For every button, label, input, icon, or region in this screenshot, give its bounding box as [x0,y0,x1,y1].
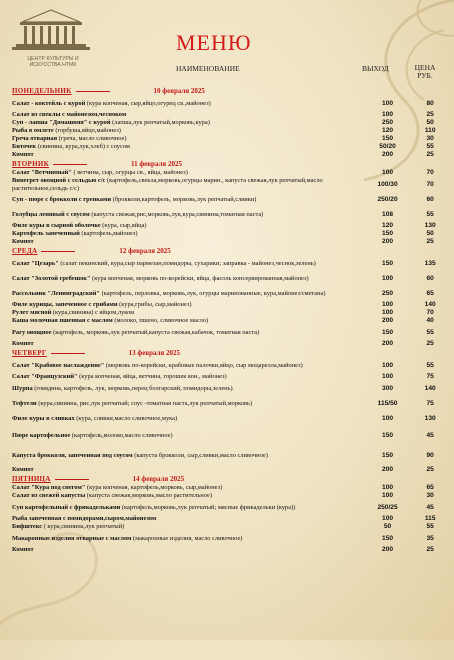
menu-item-row [12,169,448,177]
menu-item-price: 135 [424,259,436,267]
menu-item-row [12,135,448,143]
menu-item-price: 60 [426,195,434,203]
menu-item-name [12,362,363,369]
menu-item-row [12,207,448,222]
menu-item-name [12,169,363,176]
menu-list [12,86,448,554]
menu-item-output: 150 [382,452,394,460]
menu-item-row [12,143,448,151]
menu-item-ingredients: (картофель, перловка, морковь,лук, огурцы маринованные, кура,майонез/сметана) [99,289,326,297]
menu-item-title: Компот [12,238,34,246]
menu-item-ingredients: (кура копченая, сыр,яйцо,огурец св.,майонез) [85,99,211,107]
menu-item-output: 150 [382,135,394,143]
menu-item-name [12,452,363,459]
menu-item-row [12,127,448,135]
menu-item-row [12,381,448,396]
menu-item-title: Тефтели [12,399,37,407]
menu-item-name [12,151,363,158]
menu-item-output: 115/50 [377,399,398,407]
menu-item-title: Салат "Французский" [12,373,78,381]
menu-item-output: 100 [382,99,394,107]
menu-item-row [12,177,448,192]
menu-item-row [12,230,448,238]
menu-item-output: 200 [382,151,394,159]
menu-item-price: 65 [426,484,434,492]
menu-item-price: 60 [426,274,434,282]
menu-item-price: 25 [426,466,434,474]
menu-item-title: Салат из свеклы с майонезом,чесноком [12,111,127,119]
menu-item-title: Картофель запеченный [12,230,80,238]
menu-item-title: Салат "Цезарь" [12,259,59,267]
menu-item-title: Винегрет овощной с сельдью с/с [12,177,106,185]
menu-item-price: 70 [426,180,434,188]
menu-item-title: Компот [12,340,34,348]
menu-item-price: 55 [426,210,434,218]
menu-item-price: 40 [426,317,434,325]
menu-item-output: 150 [382,230,394,238]
menu-item-title: Голубцы ленивый с соусом [12,210,90,218]
menu-item-price: 50 [426,119,434,127]
menu-item-name [12,222,363,229]
menu-item-price: 55 [426,143,434,151]
menu-item-row [12,286,448,301]
menu-item-name [12,504,363,511]
menu-item-row [12,358,448,373]
menu-item-title: Филе курицы, запеченное с грибами [12,301,118,309]
day-divider [76,91,110,92]
menu-item-price: 110 [424,127,436,135]
menu-item-ingredients: (капуста свежая,морковь,масло растительное) [85,492,212,500]
menu-item-row [12,523,448,531]
menu-item-ingredients: (свинина, кура,лук,хлеб) с соусом [36,143,130,151]
menu-item-name [12,275,363,282]
day-divider [53,164,87,165]
menu-item-row [12,340,448,348]
menu-item-ingredients: ( кура,свинина,лук репчатый) [42,523,125,531]
menu-item-name [12,466,363,473]
menu-item-output: 100 [382,373,394,381]
menu-item-title: Греча отварная [12,135,58,143]
menu-item-output: 100/30 [377,180,398,188]
menu-item-ingredients: (лапша,лук репчатый,морковь,кура) [110,119,210,127]
menu-item-output: 100 [382,309,394,317]
menu-item-name [12,385,363,392]
menu-item-title: Рассольник "Ленинградский" [12,289,100,297]
day-date: 10 февраля 2025 [153,87,205,95]
menu-item-ingredients: (кура,свинина) с яйцом,луком [51,309,135,317]
day-name: ВТОРНИК [12,160,49,168]
menu-item-title: Компот [12,546,34,554]
menu-item-row [12,222,448,230]
menu-item-title: Суп - лапша "Домашняя" с курой [12,119,111,127]
menu-item-row [12,271,448,286]
menu-item-title: Биточек [12,143,37,151]
menu-item-row [12,325,448,340]
menu-item-title: Филе куры в сырной оболочке [12,222,101,230]
menu-item-ingredients: (кура копченая, морковь по-корейски, яйца, фасоль консервированная,майонез) [90,274,309,282]
menu-item-name [12,329,363,336]
day-name: ЧЕТВЕРГ [12,349,47,357]
menu-item-name [12,373,363,380]
menu-item-price: 80 [426,99,434,107]
day-date: 12 февраля 2025 [119,247,171,255]
menu-item-name [12,211,363,218]
menu-item-price: 25 [426,111,434,119]
menu-item-ingredients: (кура,свинина, рис,лук репчатый; соус -томатная паста,лук репчатый,морковь) [36,399,253,407]
day-header [12,348,448,358]
menu-item-output: 50 [383,523,392,531]
menu-item-output: 200 [382,466,394,474]
menu-item-row [12,301,448,309]
menu-item-name [12,111,363,118]
menu-item-name [12,523,363,530]
menu-item-output: 200 [382,317,394,325]
menu-item-name [12,432,363,439]
menu-item-output: 250 [382,289,394,297]
menu-item-output: 300 [382,384,394,392]
menu-item-title: Компот [12,466,34,474]
menu-item-row [12,373,448,381]
menu-item-ingredients: (капуста брокколи, сыр,сливки,масло сливочное) [132,452,268,460]
menu-item-row [12,309,448,317]
menu-item-output: 150 [382,534,394,542]
menu-item-ingredients: (горбуша,яйцо,майонез) [53,127,121,135]
menu-item-title: Шурпа [12,384,33,392]
menu-item-price: 130 [424,222,436,230]
column-header-price [410,64,440,80]
menu-item-row [12,531,448,546]
menu-item-row [12,111,448,119]
menu-item-name [12,317,363,324]
menu-item-ingredients: (брокколи,картофель, морковь,лук репчатый,сливки) [111,195,257,203]
menu-item-output: 100 [382,414,394,422]
day-header [12,474,448,484]
menu-item-price: 75 [426,373,434,381]
menu-item-ingredients: (кура копченая, картофель,морковь, сыр,майонез) [85,484,223,492]
menu-item-name [12,100,363,107]
menu-item-price: 90 [426,452,434,460]
menu-item-ingredients: (картофель,морковь,лук репчатый; мясные фрикадельки (кура)) [120,503,296,511]
menu-item-price: 30 [426,135,434,143]
menu-item-title: Суп картофельный с фрикадельками [12,503,121,511]
menu-item-output: 100 [382,492,394,500]
menu-item-price: 35 [426,534,434,542]
menu-item-name [12,309,363,316]
menu-item-price: 115 [424,515,436,523]
menu-item-title: Рагу овощное [12,328,52,336]
menu-item-output: 100 [382,301,394,309]
column-header-output: ВЫХОД [362,64,389,73]
menu-item-price: 130 [424,414,436,422]
menu-item-title: Салат "Ветчинный" [12,169,72,177]
day-date: 11 февраля 2025 [130,160,182,168]
menu-item-name [12,196,363,203]
menu-item-output: 250/25 [377,503,398,511]
menu-item-row [12,396,448,411]
menu-item-row [12,256,448,271]
menu-item-output: 100 [382,515,394,523]
menu-item-price: 55 [426,361,434,369]
menu-item-name [12,260,363,267]
day-divider [51,353,85,354]
menu-item-name [12,177,363,191]
menu-item-row [12,192,448,207]
menu-item-price: 140 [424,384,436,392]
menu-item-name [12,230,363,237]
menu-item-output: 100 [382,274,394,282]
menu-item-price: 55 [426,523,434,531]
menu-item-row [12,411,448,426]
menu-item-name [12,515,363,522]
menu-item-ingredients: (морковь по-корейски, крабовые палочки,яйцо, сыр моцарелла,майонез) [104,361,303,369]
menu-item-title: Рыба в омлете [12,127,54,135]
menu-item-price: 70 [426,169,434,177]
menu-item-output: 120 [382,127,394,135]
menu-item-ingredients: (кура,грибы, сыр,майонез) [117,301,192,309]
menu-item-title: Капуста брокколи, запеченная под соусом [12,452,133,460]
menu-item-name [12,301,363,308]
menu-item-output: 150 [382,259,394,267]
menu-item-output: 200 [382,340,394,348]
menu-item-row [12,426,448,446]
menu-item-title: Салат "Кура под снегом" [12,484,86,492]
menu-item-title: Филе куры в сливках [12,414,75,422]
menu-item-name [12,135,363,142]
menu-item-output: 100 [382,111,394,119]
menu-item-ingredients: (греча, масло сливочное) [57,135,127,143]
logo-caption: ЦЕНТР КУЛЬТУРЫ И ИСКУССТВА НТМК [27,56,79,68]
menu-item-title: Макаронные изделия отварные с маслом [12,534,132,542]
menu-item-output: 250 [382,119,394,127]
menu-item-ingredients: ( ветчина, сыр, огурцы св., яйца, майонез) [71,169,188,177]
menu-item-name [12,492,363,499]
menu-item-row [12,492,448,500]
menu-item-output: 108 [382,210,394,218]
logo-building-icon [10,6,92,52]
menu-item-name [12,400,363,407]
menu-item-name [12,290,363,297]
menu-item-output: 200 [382,546,394,554]
menu-item-name [12,546,363,553]
column-header-name: НАИМЕНОВАНИЕ [176,64,240,73]
day-divider [55,479,89,480]
menu-item-output: 250/20 [377,195,398,203]
day-header [12,86,448,96]
menu-item-ingredients: (говядина, картофель, лук, морковь,перец болгарский, помидоры,зелень) [32,384,233,392]
menu-item-row [12,500,448,515]
menu-item-price: 70 [426,309,434,317]
day-header [12,246,448,256]
menu-item-row [12,238,448,246]
menu-item-ingredients: (макаронные изделия, масло сливочное) [131,534,243,542]
menu-item-row [12,546,448,554]
menu-item-title: Каша молочная пшенная с маслом [12,317,113,325]
menu-item-ingredients: (капуста свежая,рис,морковь,лук,кура,свинина,томатная паста) [89,210,264,218]
menu-item-output: 150 [382,328,394,336]
menu-item-title: Салат из свежей капусты [12,492,86,500]
menu-item-ingredients: (салат пекинский, кура,сыр пармезан,помидоры, сухарики; заправка - майонез,чеснок,зелень) [58,259,316,267]
menu-item-output: 100 [382,484,394,492]
menu-item-name [12,127,363,134]
menu-item-title: Пюре картофельное [12,432,71,440]
day-divider [41,251,75,252]
menu-item-price: 25 [426,340,434,348]
menu-item-output: 50/20 [379,143,396,151]
menu-item-price: 30 [426,492,434,500]
menu-item-name [12,119,363,126]
menu-item-row [12,466,448,474]
menu-item-title: Бифштекс [12,523,43,531]
day-name: ПЯТНИЦА [12,475,51,483]
menu-item-row [12,96,448,111]
menu-item-ingredients: (кура, сливки,масло сливочное,мука) [74,414,178,422]
menu-item-ingredients: (картофель, морковь,лук репчатый,капуста свежая,кабачок, томатная паста) [51,328,260,336]
day-header [12,159,448,169]
menu-item-output: 200 [382,238,394,246]
menu-item-ingredients: (картофель,свекла,морковь,огурцы марин., капуста свежая,лук репчатый,масло растительное,сельдь с/с) [12,177,323,192]
menu-item-price: 45 [426,432,434,440]
menu-item-name [12,238,363,245]
page-title: МЕНЮ [176,30,252,55]
menu-item-price: 75 [426,399,434,407]
menu-item-row [12,484,448,492]
menu-item-price: 25 [426,546,434,554]
menu-item-title: Салат - коктейль с курой [12,99,86,107]
day-name: ПОНЕДЕЛЬНИК [12,87,72,95]
menu-item-ingredients: (молоко, пшено, сливочное масло) [112,317,209,325]
menu-item-title: Рулет мясной [12,309,52,317]
menu-item-title: Салат "Крабовое наслаждение" [12,361,105,369]
day-name: СРЕДА [12,247,38,255]
day-date: 14 февраля 2025 [132,475,185,483]
menu-item-output: 100 [382,361,394,369]
menu-item-name [12,484,363,491]
menu-item-title: Салат "Золотой гребешок" [12,274,91,282]
menu-item-ingredients: (кура, сыр,яйца) [100,222,147,230]
menu-item-row [12,151,448,159]
menu-item-row [12,515,448,523]
menu-item-row [12,446,448,466]
day-date: 13 февраля 2025 [128,349,181,357]
menu-item-price: 25 [426,151,434,159]
menu-item-ingredients: (кура копченая, яйца, ветчина, горошек кон., майонез) [77,373,227,381]
menu-item-title: Компот [12,151,34,159]
menu-item-ingredients: (картофель,майонез) [79,230,138,238]
column-header-price-label: ЦЕНА РУБ. [414,63,436,80]
menu-item-name [12,340,363,347]
menu-item-output: 150 [382,432,394,440]
menu-item-row [12,317,448,325]
menu-item-price: 140 [424,301,436,309]
menu-item-title: Суп - пюре с брокколи с гренками [12,195,112,203]
menu-item-price: 45 [426,503,434,511]
menu-item-price: 65 [426,289,434,297]
menu-item-output: 120 [382,222,394,230]
menu-item-name [12,143,363,150]
menu-item-price: 50 [426,230,434,238]
menu-item-name [12,415,363,422]
menu-item-name [12,535,363,542]
menu-item-ingredients: (картофель,молоко,масло сливочное) [70,432,173,440]
menu-item-row [12,119,448,127]
menu-item-price: 55 [426,328,434,336]
menu-item-price: 25 [426,238,434,246]
menu-item-output: 100 [382,169,394,177]
menu-item-title: Рыба запеченная с помидорами,сыром,майонезом [12,515,157,523]
